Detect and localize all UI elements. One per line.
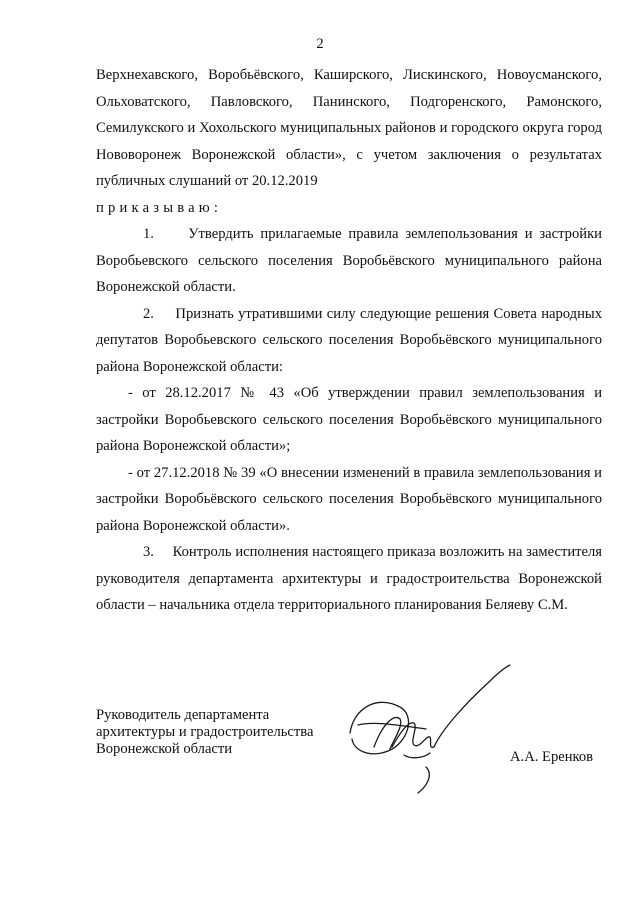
signatory-title (96, 707, 313, 758)
item-3-paragraph: 3. Контроль исполнения настоящего приказа возложить на заместителя руководителя департамента архитектуры и градостроительства Воронежской области – начальника отдела территориального планирования Беляеву С.М. (96, 544, 602, 613)
document-body (96, 62, 602, 619)
item-2-paragraph: 2. Признать утратившими силу следующие решения Совета народных депутатов Воробьевского сельского поселения Воробьёвского муниципального района Воронежской области: (96, 305, 602, 375)
item-2a-paragraph: - от 28.12.2017 № 43 «Об утверждении правил землепользования и застройки Воробьевского сельского поселения Воробьёвского муниципального района Воронежской области»; (96, 385, 602, 454)
page-number: 2 (316, 36, 324, 52)
intro-paragraph: Верхнехавского, Воробьёвского, Каширского, Лискинского, Новоусманского, Ольховатского, Павловского, Панинского, Подгоренского, Рамонского, Семилукского и Хохольского муниципальных районов и городского округа город Нововоронеж Воронежской области», с учетом заключения о результатах публичных слушаний от 20.12.2019 (96, 67, 602, 189)
order-word: приказываю: (96, 199, 223, 216)
signatory-title-line-3: Воронежской области (96, 741, 233, 757)
signatory-title-line-1: Руководитель департамента (96, 707, 270, 723)
signatory-name: А.А. Еренков (510, 749, 594, 765)
signatory-title-line-2: архитектуры и градостроительства (96, 724, 314, 740)
handwritten-signature (330, 655, 515, 800)
item-2b-paragraph: - от 27.12.2018 № 39 «О внесении изменений в правила землепользования и застройки Воробьёвского сельского поселения Воробьёвского муниципального района Воронежской области». (96, 464, 602, 534)
item-1-paragraph: 1. Утвердить прилагаемые правила землепользования и застройки Воробьевского сельского поселения Воробьёвского муниципального района Воронежской области. (96, 226, 602, 295)
